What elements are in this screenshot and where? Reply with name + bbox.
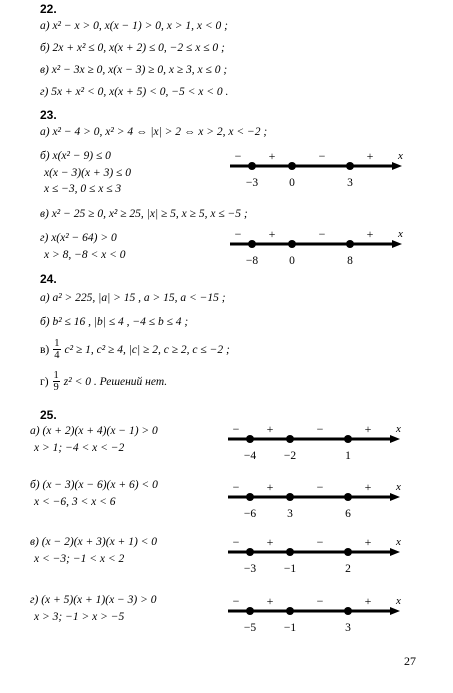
critical-point-label: 3	[345, 622, 351, 634]
sign-label: −	[232, 535, 240, 549]
sign-label: +	[266, 594, 274, 608]
axis-variable-label: x	[396, 595, 401, 607]
problem-22-g: г) 5x + x² < 0, x(x + 5) < 0, −5 < x < 0 .	[40, 86, 229, 98]
sign-label: −	[316, 480, 324, 494]
problem-23-number: 23.	[40, 108, 57, 122]
problem-23-g-line1: г) x(x² − 64) > 0	[40, 232, 117, 244]
critical-point-label: 0	[289, 177, 295, 189]
axis-variable-label: x	[396, 423, 401, 435]
sign-label: −	[318, 149, 326, 163]
sign-label: −	[232, 480, 240, 494]
sign-label: −	[234, 227, 242, 241]
problem-25-a-number-line	[226, 421, 406, 467]
problem-22-b: б) 2x + x² ≤ 0, x(x + 2) ≤ 0, −2 ≤ x ≤ 0 ;	[40, 42, 225, 54]
problem-25-a-line2: x > 1; −4 < x < −2	[34, 442, 125, 454]
problem-23-b-line1: б) x(x² − 9) ≤ 0	[40, 150, 111, 162]
sign-label: +	[366, 149, 374, 163]
sign-label: +	[364, 535, 372, 549]
problem-23-b-line3: x ≤ −3, 0 ≤ x ≤ 3	[44, 183, 122, 195]
critical-point	[346, 240, 354, 248]
critical-point	[246, 607, 254, 615]
critical-point	[346, 162, 354, 170]
problem-25-g-line2: x > 3; −1 > x > −5	[34, 611, 125, 623]
problem-22-number: 22.	[40, 2, 57, 16]
problem-23-g-number-line	[228, 226, 408, 272]
critical-point-label: 8	[347, 255, 353, 267]
critical-point-label: 1	[345, 450, 351, 462]
problem-23-v: в) x² − 25 ≥ 0, x² ≥ 25, |x| ≥ 5, x ≥ 5, x ≤ −5 ;	[40, 208, 248, 220]
problem-24-v-label: в)	[40, 343, 50, 356]
axis-arrow-icon	[390, 435, 400, 443]
problem-25-g-line1: г) (x + 5)(x + 1)(x − 3) > 0	[30, 594, 157, 606]
critical-point-label: −1	[283, 563, 297, 575]
critical-point-label: −5	[243, 622, 257, 634]
sign-label: −	[232, 594, 240, 608]
sign-label: −	[234, 149, 242, 163]
axis-arrow-icon	[390, 607, 400, 615]
problem-22-v: в) x² − 3x ≥ 0, x(x − 3) ≥ 0, x ≥ 3, x ≤ 0 ;	[40, 64, 228, 76]
critical-point	[246, 548, 254, 556]
critical-point	[344, 607, 352, 615]
problem-24-v-numerator: 1	[54, 338, 60, 349]
axis-arrow-icon	[390, 493, 400, 501]
problem-24-v-fraction	[53, 338, 60, 361]
sign-label: +	[364, 480, 372, 494]
critical-point-label: −3	[243, 563, 257, 575]
sign-label: −	[318, 227, 326, 241]
critical-point-label: −4	[243, 450, 257, 462]
problem-24-a: а) a² > 225, |a| > 15 , a > 15, a < −15 ;	[40, 292, 226, 304]
sign-label: −	[232, 422, 240, 436]
problem-24-g	[40, 370, 167, 393]
axis-variable-label: x	[396, 536, 401, 548]
critical-point	[288, 240, 296, 248]
critical-point-label: −1	[283, 622, 297, 634]
problem-25-v-number-line	[226, 534, 406, 580]
problem-23-b-line2: x(x − 3)(x + 3) ≤ 0	[44, 167, 131, 179]
critical-point-label: 2	[345, 563, 351, 575]
sign-label: +	[266, 535, 274, 549]
critical-point-label: 3	[287, 508, 293, 520]
critical-point-label: −6	[243, 508, 257, 520]
problem-24-g-numerator: 1	[53, 370, 59, 381]
critical-point	[248, 162, 256, 170]
sign-label: +	[364, 422, 372, 436]
critical-point	[246, 493, 254, 501]
sign-label: +	[268, 149, 276, 163]
critical-point	[286, 607, 294, 615]
critical-point	[344, 493, 352, 501]
axis-arrow-icon	[392, 162, 402, 170]
sign-label: +	[364, 594, 372, 608]
problem-25-g-number-line	[226, 593, 406, 639]
critical-point-label: 6	[345, 508, 351, 520]
problem-24-v-rest: c² ≥ 1, c² ≥ 4, |c| ≥ 2, c ≥ 2, c ≤ −2 ;	[64, 343, 230, 356]
sign-label: +	[266, 480, 274, 494]
sign-label: +	[268, 227, 276, 241]
critical-point	[288, 162, 296, 170]
page-number: 27	[404, 654, 416, 668]
axis-variable-label: x	[398, 228, 403, 240]
critical-point-label: −8	[245, 255, 259, 267]
critical-point-label: 0	[289, 255, 295, 267]
problem-24-v	[40, 338, 230, 361]
problem-24-b: б) b² ≤ 16 , |b| ≤ 4 , −4 ≤ b ≤ 4 ;	[40, 316, 189, 328]
axis-variable-label: x	[396, 481, 401, 493]
sign-label: +	[266, 422, 274, 436]
sign-label: −	[316, 422, 324, 436]
critical-point	[248, 240, 256, 248]
problem-24-v-denominator: 4	[54, 350, 60, 361]
problem-23-a: а) x² − 4 > 0, x² > 4 ⇔ |x| > 2 ⇔ x > 2, x < −2 ;	[40, 126, 268, 138]
problem-23-b-number-line	[228, 148, 408, 194]
axis-arrow-icon	[390, 548, 400, 556]
critical-point	[286, 493, 294, 501]
problem-24-number: 24.	[40, 272, 57, 286]
problem-24-g-denominator: 9	[53, 382, 59, 393]
problem-25-number: 25.	[40, 408, 57, 422]
critical-point	[286, 435, 294, 443]
critical-point	[286, 548, 294, 556]
critical-point-label: 3	[347, 177, 353, 189]
problem-24-g-label: г)	[40, 375, 49, 388]
critical-point-label: −3	[245, 177, 259, 189]
problem-25-b-number-line	[226, 479, 406, 525]
critical-point	[246, 435, 254, 443]
critical-point	[344, 435, 352, 443]
problem-25-a-line1: а) (x + 2)(x + 4)(x − 1) > 0	[30, 425, 158, 437]
axis-arrow-icon	[392, 240, 402, 248]
problem-23-g-line2: x > 8, −8 < x < 0	[44, 249, 126, 261]
problem-22-a: а) x² − x > 0, x(x − 1) > 0, x > 1, x < 0 ;	[40, 20, 228, 32]
problem-24-g-rest: z² < 0 . Решений нет.	[63, 375, 168, 388]
problem-24-g-fraction	[53, 370, 60, 393]
problem-25-b-line1: б) (x − 3)(x − 6)(x + 6) < 0	[30, 479, 158, 491]
sign-label: −	[316, 535, 324, 549]
critical-point-label: −2	[283, 450, 297, 462]
axis-variable-label: x	[398, 150, 403, 162]
sign-label: +	[366, 227, 374, 241]
problem-25-v-line2: x < −3; −1 < x < 2	[34, 553, 125, 565]
critical-point	[344, 548, 352, 556]
sign-label: −	[316, 594, 324, 608]
problem-25-v-line1: в) (x − 2)(x + 3)(x + 1) < 0	[30, 536, 158, 548]
problem-25-b-line2: x < −6, 3 < x < 6	[34, 496, 116, 508]
